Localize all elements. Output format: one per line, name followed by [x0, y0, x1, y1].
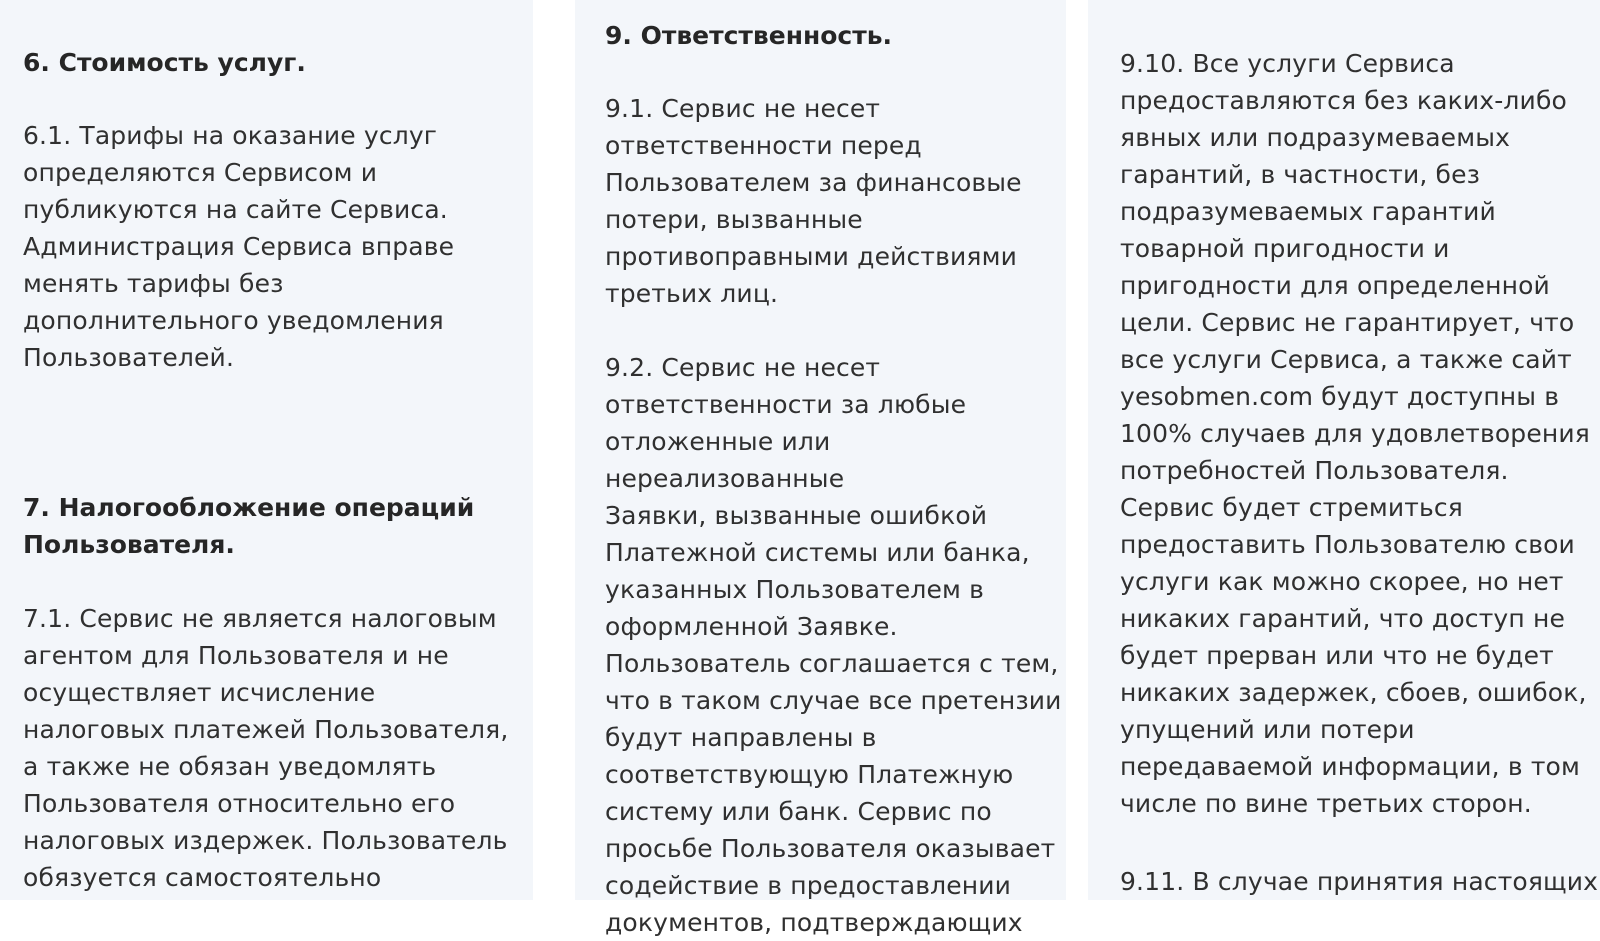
section-9-2-paragraph: 9.2. Сервис не несет ответственности за любые отложенные или нереализованные Заявки, вызванные ошибкой Платежной системы или банка, указанных Пользователем в оформленной Заявке. Пользователь соглашается с тем, что в таком случае все претензии будут направлены в соответствующую Платежную систему или банк. Сервис по просьбе Пользователя оказывает содействие в предоставлении документов, подтверждающих [605, 353, 1062, 937]
section-6-heading: 6. Стоимость услуг. [23, 48, 306, 77]
section-9-11-paragraph: 9.11. В случае принятия настоящих [1120, 867, 1599, 896]
document-column-2 [575, 0, 1066, 937]
section-7-heading: 7. Налогообложение операций Пользователя. [23, 493, 475, 559]
section-6-1-paragraph: 6.1. Тарифы на оказание услуг определяются Сервисом и публикуются на сайте Сервиса. Администрация Сервиса вправе менять тарифы без дополнительного уведомления Пользователей. [23, 121, 455, 372]
section-7-1-paragraph: 7.1. Сервис не является налоговым агентом для Пользователя и не осуществляет исчисление налоговых платежей Пользователя, а также не обязан уведомлять Пользователя относительно его налоговых издержек. Пользователь обязуется самостоятельно [23, 604, 509, 892]
section-9-1-paragraph: 9.1. Сервис не несет ответственности перед Пользователем за финансовые потери, вызванные противоправными действиями третьих лиц. [605, 94, 1022, 308]
section-9-heading: 9. Ответственность. [605, 21, 893, 50]
document-column-3 [1088, 0, 1600, 900]
section-9-10-paragraph: 9.10. Все услуги Сервиса предоставляются без каких-либо явных или подразумеваемых гарантий, в частности, без подразумеваемых гарантий товарной пригодности и пригодности для определенной цели. Сервис не гарантирует, что все услуги Сервиса, а также сайт yesobmen.com будут доступны в 100% случаев для удовлетворения потребностей Пользователя. Сервис будет стремиться предоставить Пользователю свои услуги как можно скорее, но нет никаких гарантий, что доступ не будет прерван или что не будет никаких задержек, сбоев, ошибок, упущений или потери передаваемой информации, в том числе по вине третьих сторон. [1120, 49, 1590, 818]
document-column-1 [0, 0, 533, 900]
